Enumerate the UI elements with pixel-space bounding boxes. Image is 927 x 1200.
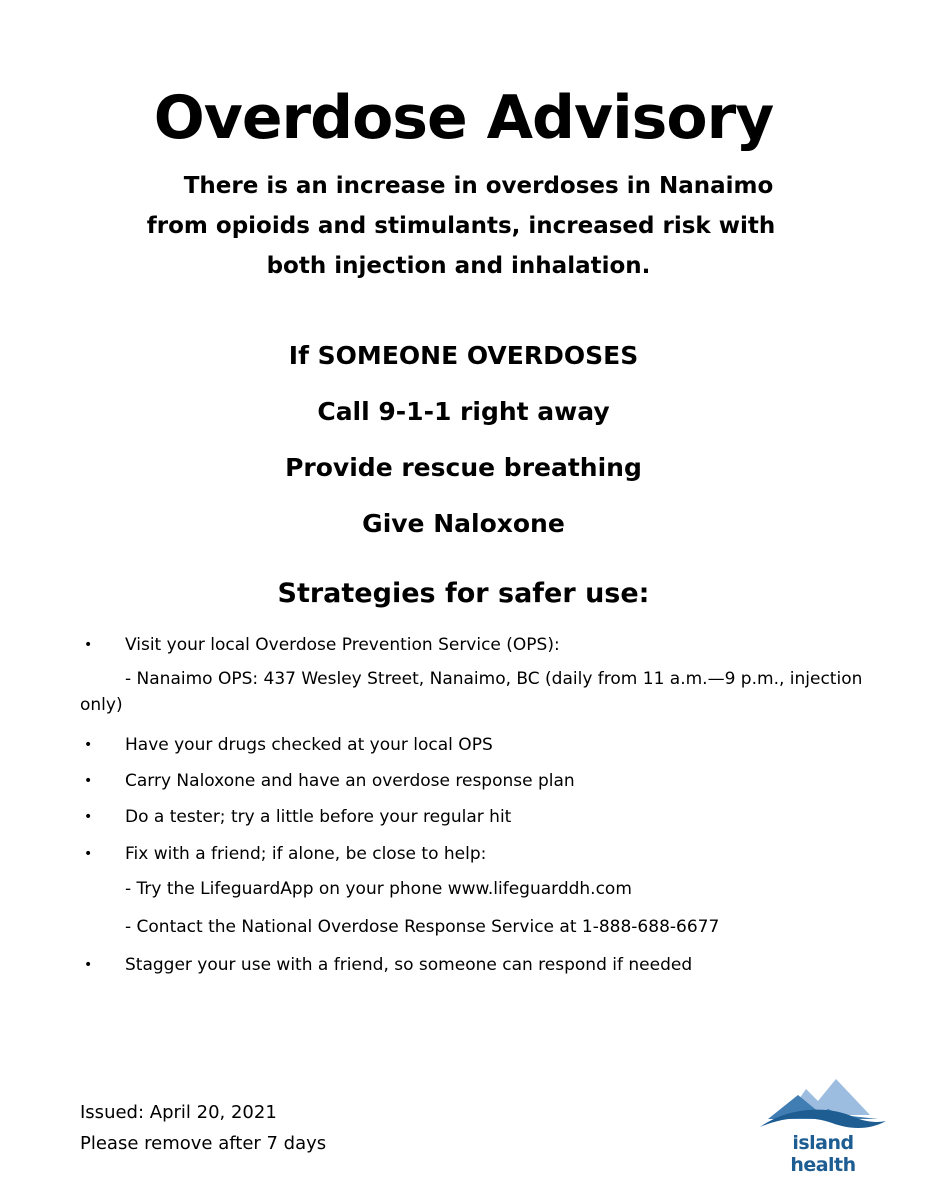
list-subitem-text: - Nanaimo OPS: 437 Wesley Street, Nanaimo, BC (daily from 11 a.m.—9 p.m., injection only) (80, 669, 863, 715)
step-rescue-breathing: Provide rescue breathing (285, 453, 642, 482)
list-item-text: Carry Naloxone and have an overdose response plan (125, 771, 575, 791)
advisory-title: Overdose Advisory (153, 83, 774, 153)
bullet-icon: • (84, 637, 93, 653)
intro-line-2: from opioids and stimulants, increased risk with (146, 213, 776, 239)
intro-paragraph (0, 166, 927, 286)
step-give-naloxone: Give Naloxone (362, 509, 565, 538)
issued-date: Issued: April 20, 2021 (80, 1102, 277, 1123)
intro-line-3: both injection and inhalation. (266, 253, 651, 279)
list-item-text: Fix with a friend; if alone, be close to help: (125, 844, 487, 864)
bullet-icon: • (84, 737, 93, 753)
strategies-heading: Strategies for safer use: (277, 578, 650, 609)
list-subitem-text: - Try the LifeguardApp on your phone www.lifeguarddh.com (125, 879, 632, 899)
list-item-text: Stagger your use with a friend, so someone can respond if needed (125, 955, 693, 975)
bullet-icon: • (84, 773, 93, 789)
list-item-text: Have your drugs checked at your local OPS (125, 735, 493, 755)
overdose-heading: If SOMEONE OVERDOSES (288, 341, 639, 370)
bullet-icon: • (84, 846, 93, 862)
list-item-text: Visit your local Overdose Prevention Service (OPS): (125, 635, 560, 655)
footer-notes (80, 1097, 326, 1159)
overdose-response-steps (0, 334, 927, 558)
bullet-icon: • (84, 957, 93, 973)
remove-note: Please remove after 7 days (80, 1133, 327, 1154)
list-item-text: Do a tester; try a little before your regular hit (125, 807, 512, 827)
step-call-911: Call 9-1-1 right away (317, 397, 610, 426)
bullet-icon: • (84, 809, 93, 825)
intro-line-1: There is an increase in overdoses in Nanaimo (183, 173, 774, 199)
island-health-logo (758, 1075, 888, 1176)
mountain-logo-icon (758, 1075, 888, 1135)
logo-text: island health (790, 1132, 856, 1176)
list-subitem-text: - Contact the National Overdose Response Service at 1-888-688-6677 (125, 917, 720, 937)
